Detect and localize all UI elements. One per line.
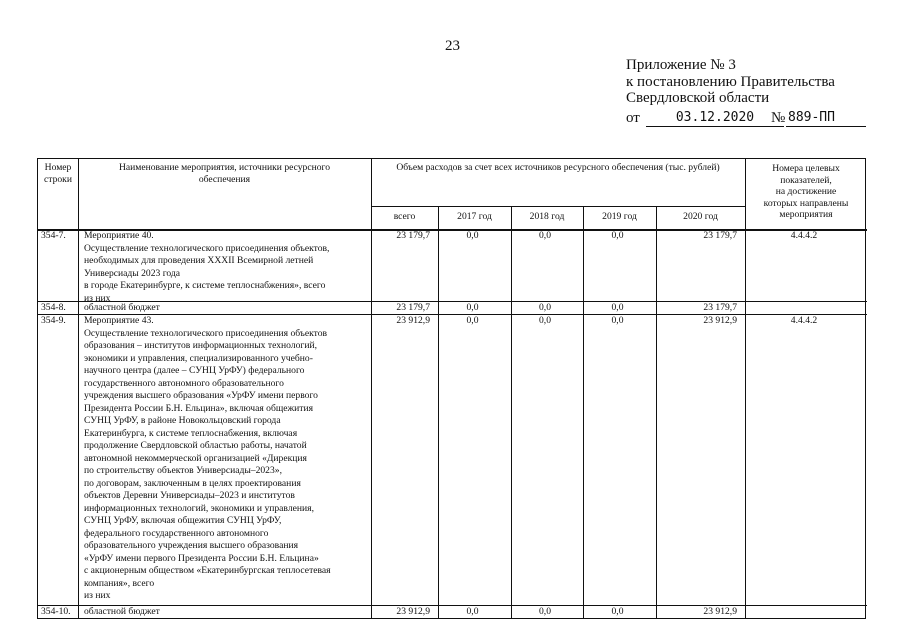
table-rule xyxy=(438,206,439,618)
cell-name-line: из них xyxy=(84,292,111,304)
cell-name-line: Президента России Б.Н. Ельцина», включая общежития xyxy=(84,402,313,414)
cell-name-line: областной бюджет xyxy=(84,606,160,617)
cell-name xyxy=(84,315,331,603)
cell-targets: 4.4.4.2 xyxy=(790,315,818,326)
cell-total: 23 912,9 xyxy=(396,315,430,326)
cell-name xyxy=(84,606,160,619)
table-rule xyxy=(371,159,372,618)
cell-name-line: Екатеринбурга, к системе теплоснабжения, включая xyxy=(84,427,298,439)
resolution-number: 889-ПП xyxy=(786,110,866,127)
cell-name xyxy=(84,302,160,315)
cell-2017: 0,0 xyxy=(466,606,479,617)
cell-row-number: 354-9. xyxy=(41,315,66,326)
header-name: Наименование мероприятия, источники ресурсного обеспечения xyxy=(118,162,331,185)
cell-name-line: образовательного учреждения высшего образования xyxy=(84,540,299,551)
cell-targets: 4.4.4.2 xyxy=(790,230,818,241)
cell-2020: 23 179,7 xyxy=(703,230,737,241)
header-volume: Объем расходов за счет всех источников ресурсного обеспечения (тыс. рублей) xyxy=(396,162,720,173)
cell-total: 23 912,9 xyxy=(396,606,430,617)
header-2019: 2019 год xyxy=(602,211,637,222)
appendix-region: Свердловской области xyxy=(626,90,770,106)
cell-name-line: по строительству объектов Универсиады–2023», xyxy=(84,465,282,476)
table-rule xyxy=(511,206,512,618)
header-2018: 2018 год xyxy=(529,211,565,222)
cell-name-line: Мероприятие 40. xyxy=(84,230,154,241)
cell-name-line: государственного автономного образовательного xyxy=(84,377,284,389)
cell-name-line: научного центра (далее – СУНЦ УрФУ) федерального xyxy=(84,365,305,376)
number-sign: № xyxy=(771,110,786,126)
resolution-dateline xyxy=(626,110,866,128)
cell-2020: 23 179,7 xyxy=(703,302,737,313)
cell-2019: 0,0 xyxy=(611,315,624,326)
cell-name-line: необходимых для проведения XXXII Всемирной летней xyxy=(84,255,314,266)
header-total: всего xyxy=(393,211,416,222)
header-2020: 2020 год xyxy=(683,211,718,222)
cell-name-line: в городе Екатеринбурге, к системе теплоснабжения», всего xyxy=(84,280,326,291)
cell-name-line: Осуществление технологического присоединения объектов xyxy=(84,327,328,339)
cell-2019: 0,0 xyxy=(611,230,624,241)
cell-name-line: из них xyxy=(84,590,111,601)
cell-2018: 0,0 xyxy=(539,315,551,326)
cell-name-line: автономной некоммерческой организацией «Дирекция xyxy=(84,452,307,464)
table-rule xyxy=(583,206,584,618)
page-number: 23 xyxy=(445,38,460,54)
cell-total: 23 179,7 xyxy=(396,302,430,313)
appendix-header xyxy=(626,57,835,107)
header-row-number: Номер строки xyxy=(44,162,72,185)
cell-2017: 0,0 xyxy=(466,230,479,241)
cell-name-line: Осуществление технологического присоединения объектов, xyxy=(84,242,330,254)
table-rule xyxy=(656,206,657,618)
cell-name-line: продолжение Свердловской областью работы, начатой xyxy=(84,440,307,451)
appendix-subtitle: к постановлению Правительства xyxy=(626,73,835,90)
cell-2020: 23 912,9 xyxy=(703,606,737,617)
cell-row-number: 354-8. xyxy=(41,302,66,313)
cell-total: 23 179,7 xyxy=(396,230,430,241)
cell-2017: 0,0 xyxy=(466,302,479,313)
cell-2019: 0,0 xyxy=(611,302,624,313)
cell-2019: 0,0 xyxy=(611,606,624,617)
cell-name-line: информационных технологий, экономики и управления, xyxy=(84,502,314,514)
cell-name-line: федерального государственного автономного xyxy=(84,527,269,539)
cell-name-line: объектов Деревни Универсиады–2023 и институтов xyxy=(84,490,295,501)
cell-name-line: областной бюджет xyxy=(84,302,160,313)
appendix-title: Приложение № 3 xyxy=(626,57,736,73)
table-rule xyxy=(745,159,746,618)
header-2017: 2017 год xyxy=(457,211,492,222)
cell-2020: 23 912,9 xyxy=(703,315,737,326)
header-targets: Номера целевых показателей, на достижение которых направлены мероприятия xyxy=(763,163,849,220)
cell-name-line: экономики и управления, специализированного учебно- xyxy=(84,352,313,364)
cell-2018: 0,0 xyxy=(539,302,551,313)
cell-2017: 0,0 xyxy=(466,315,479,326)
budget-table xyxy=(37,158,866,619)
cell-name-line: по договорам, заключенным в целях проектирования xyxy=(84,477,301,489)
cell-name-line: учреждения высшего образования «УрФУ имени первого xyxy=(84,390,318,401)
date-prefix: от xyxy=(626,110,640,126)
table-rule xyxy=(78,159,79,618)
cell-2018: 0,0 xyxy=(539,606,551,617)
cell-name-line: Универсиады 2023 года xyxy=(84,267,181,279)
cell-name-line: СУНЦ УрФУ, в районе Новокольцовский города xyxy=(84,415,281,426)
cell-name xyxy=(84,230,329,305)
cell-name-line: образования – институтов информационных технологий, xyxy=(84,340,317,351)
cell-name-line: компания», всего xyxy=(84,577,155,589)
resolution-date: 03.12.2020 xyxy=(646,110,784,127)
cell-name-line: Мероприятие 43. xyxy=(84,315,154,326)
cell-name-line: «УрФУ имени первого Президента России Б.Н. Ельцина» xyxy=(84,552,319,564)
cell-2018: 0,0 xyxy=(539,230,551,241)
cell-row-number: 354-7. xyxy=(41,230,66,241)
cell-name-line: СУНЦ УрФУ, включая общежития СУНЦ УрФУ, xyxy=(84,515,282,526)
cell-row-number: 354-10. xyxy=(41,606,71,617)
cell-name-line: с акционерным обществом «Екатеринбургская теплосетевая xyxy=(84,565,331,576)
table-rule xyxy=(371,206,745,207)
